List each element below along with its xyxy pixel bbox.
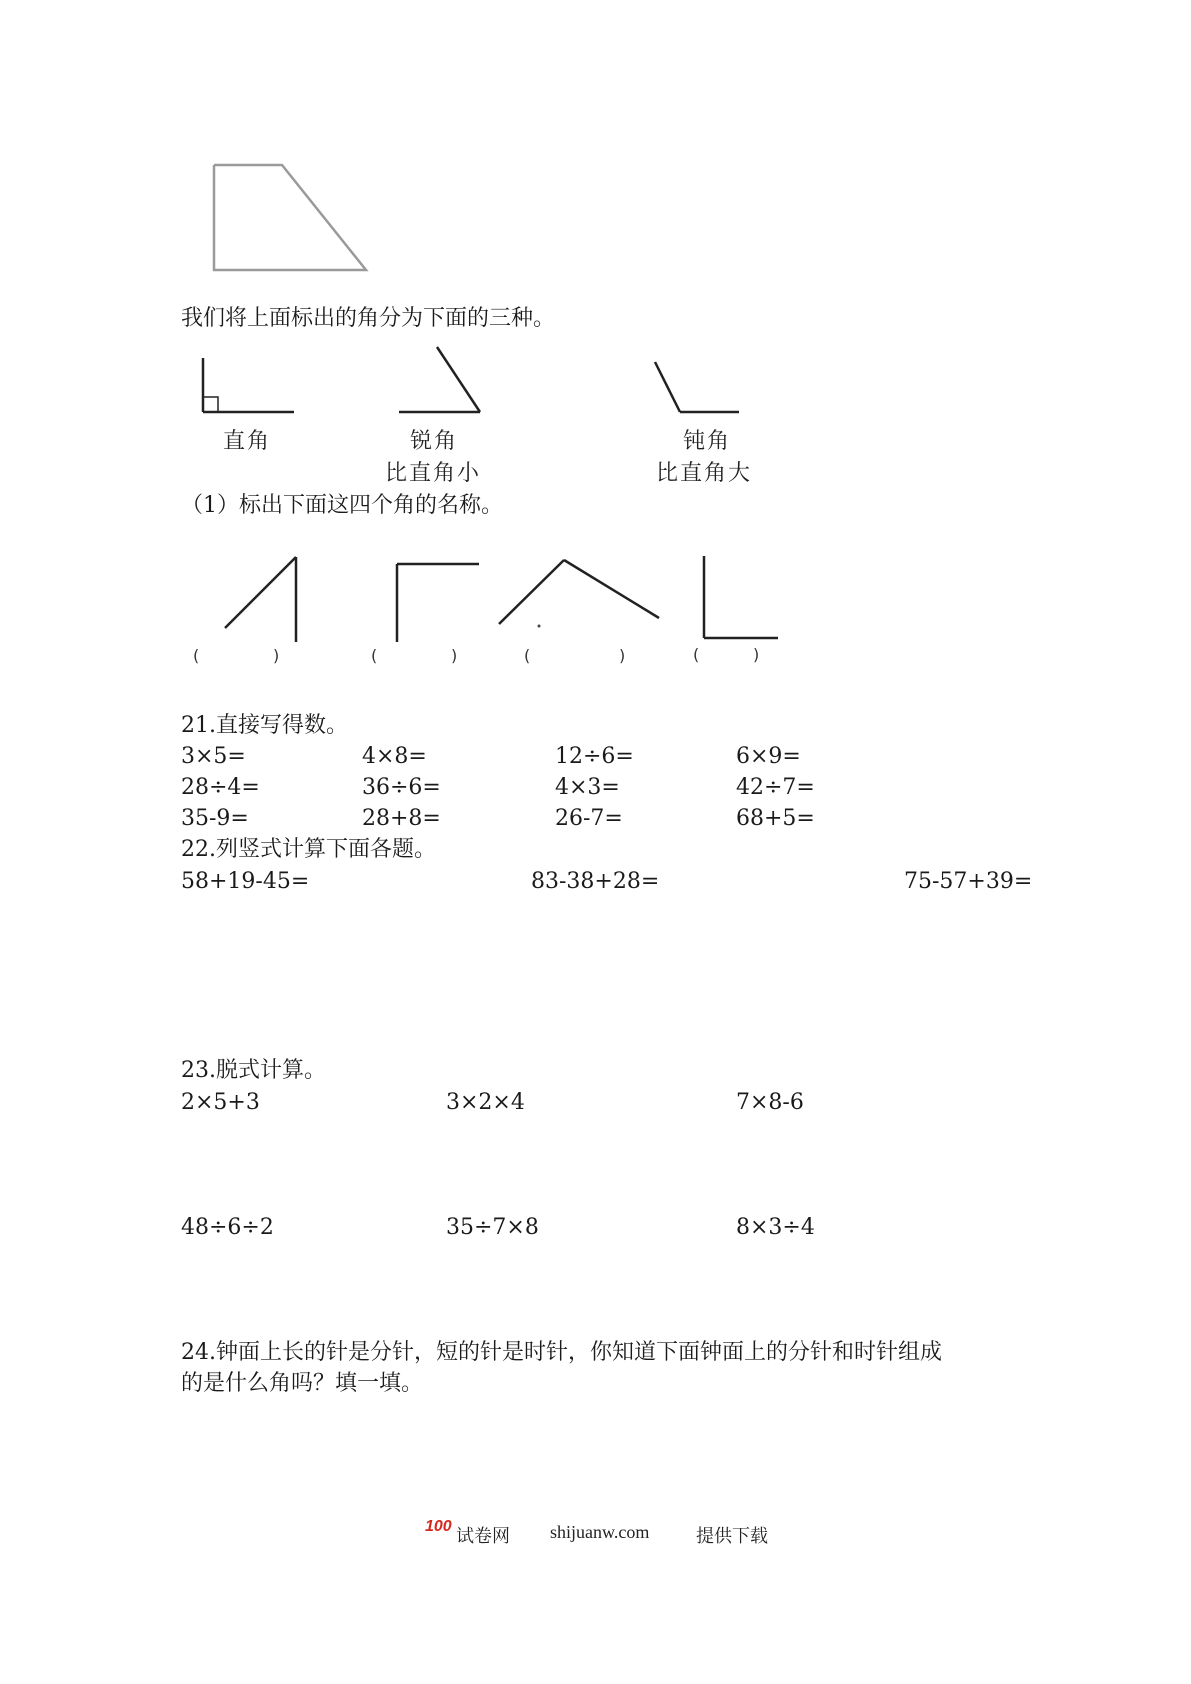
q22-item-1: 58+19-45= xyxy=(181,869,310,894)
footer-note: 提供下载 xyxy=(696,1526,768,1546)
answer-bracket-3-close: ) xyxy=(619,646,626,665)
q23-r1-c2: 3×2×4 xyxy=(446,1090,525,1115)
q23-r1-c1: 2×5+3 xyxy=(181,1090,260,1115)
q23-title: 23.脱式计算。 xyxy=(181,1058,326,1083)
q21-r3-c1: 35-9= xyxy=(181,806,249,831)
obtuse-angle-desc: 比直角大 xyxy=(656,461,753,486)
q22-title: 22.列竖式计算下面各题。 xyxy=(181,837,436,862)
obtuse-angle-label: 钝角 xyxy=(683,429,732,454)
q21-r1-c3: 12÷6= xyxy=(555,744,634,769)
q21-r3-c3: 26-7= xyxy=(555,806,623,831)
answer-bracket-2: ( xyxy=(371,646,378,665)
answer-bracket-1-close: ) xyxy=(273,646,280,665)
q21-r1-c2: 4×8= xyxy=(362,744,427,769)
q21-r3-c4: 68+5= xyxy=(736,806,815,831)
q23-r1-c3: 7×8-6 xyxy=(736,1090,804,1115)
q21-r2-c2: 36÷6= xyxy=(362,775,441,800)
q21-r1-c1: 3×5= xyxy=(181,744,246,769)
q23-r2-c2: 35÷7×8 xyxy=(446,1215,539,1240)
footer-domain[interactable]: shijuanw.com xyxy=(550,1522,650,1542)
q22-item-2: 83-38+28= xyxy=(531,869,660,894)
answer-bracket-4: ( xyxy=(693,645,700,664)
q22-item-3: 75-57+39= xyxy=(904,869,1033,894)
q21-title: 21.直接写得数。 xyxy=(181,713,348,738)
q23-r2-c1: 48÷6÷2 xyxy=(181,1215,274,1240)
q21-r2-c1: 28÷4= xyxy=(181,775,260,800)
answer-bracket-2-close: ) xyxy=(451,646,458,665)
footer-site-name: 试卷网 xyxy=(456,1526,510,1546)
answer-bracket-1: ( xyxy=(193,646,200,665)
site-logo-icon: 100 xyxy=(425,1518,452,1535)
q21-r2-c4: 42÷7= xyxy=(736,775,815,800)
q24-line-1: 24.钟面上长的针是分针，短的针是时针，你知道下面钟面上的分针和时针组成 xyxy=(181,1340,942,1365)
q23-r2-c3: 8×3÷4 xyxy=(736,1215,815,1240)
q21-r1-c4: 6×9= xyxy=(736,744,801,769)
acute-angle-desc: 比直角小 xyxy=(385,461,482,486)
sub-question: （1）标出下面这四个角的名称。 xyxy=(181,493,503,518)
answer-bracket-3: ( xyxy=(524,646,531,665)
right-angle-label: 直角 xyxy=(223,429,272,454)
q21-r2-c3: 4×3= xyxy=(555,775,620,800)
acute-angle-label: 锐角 xyxy=(410,429,459,454)
answer-bracket-4-close: ) xyxy=(753,645,760,664)
q24-line-2: 的是什么角吗？填一填。 xyxy=(181,1371,424,1396)
intro-text: 我们将上面标出的角分为下面的三种。 xyxy=(181,306,556,331)
q21-r3-c2: 28+8= xyxy=(362,806,441,831)
